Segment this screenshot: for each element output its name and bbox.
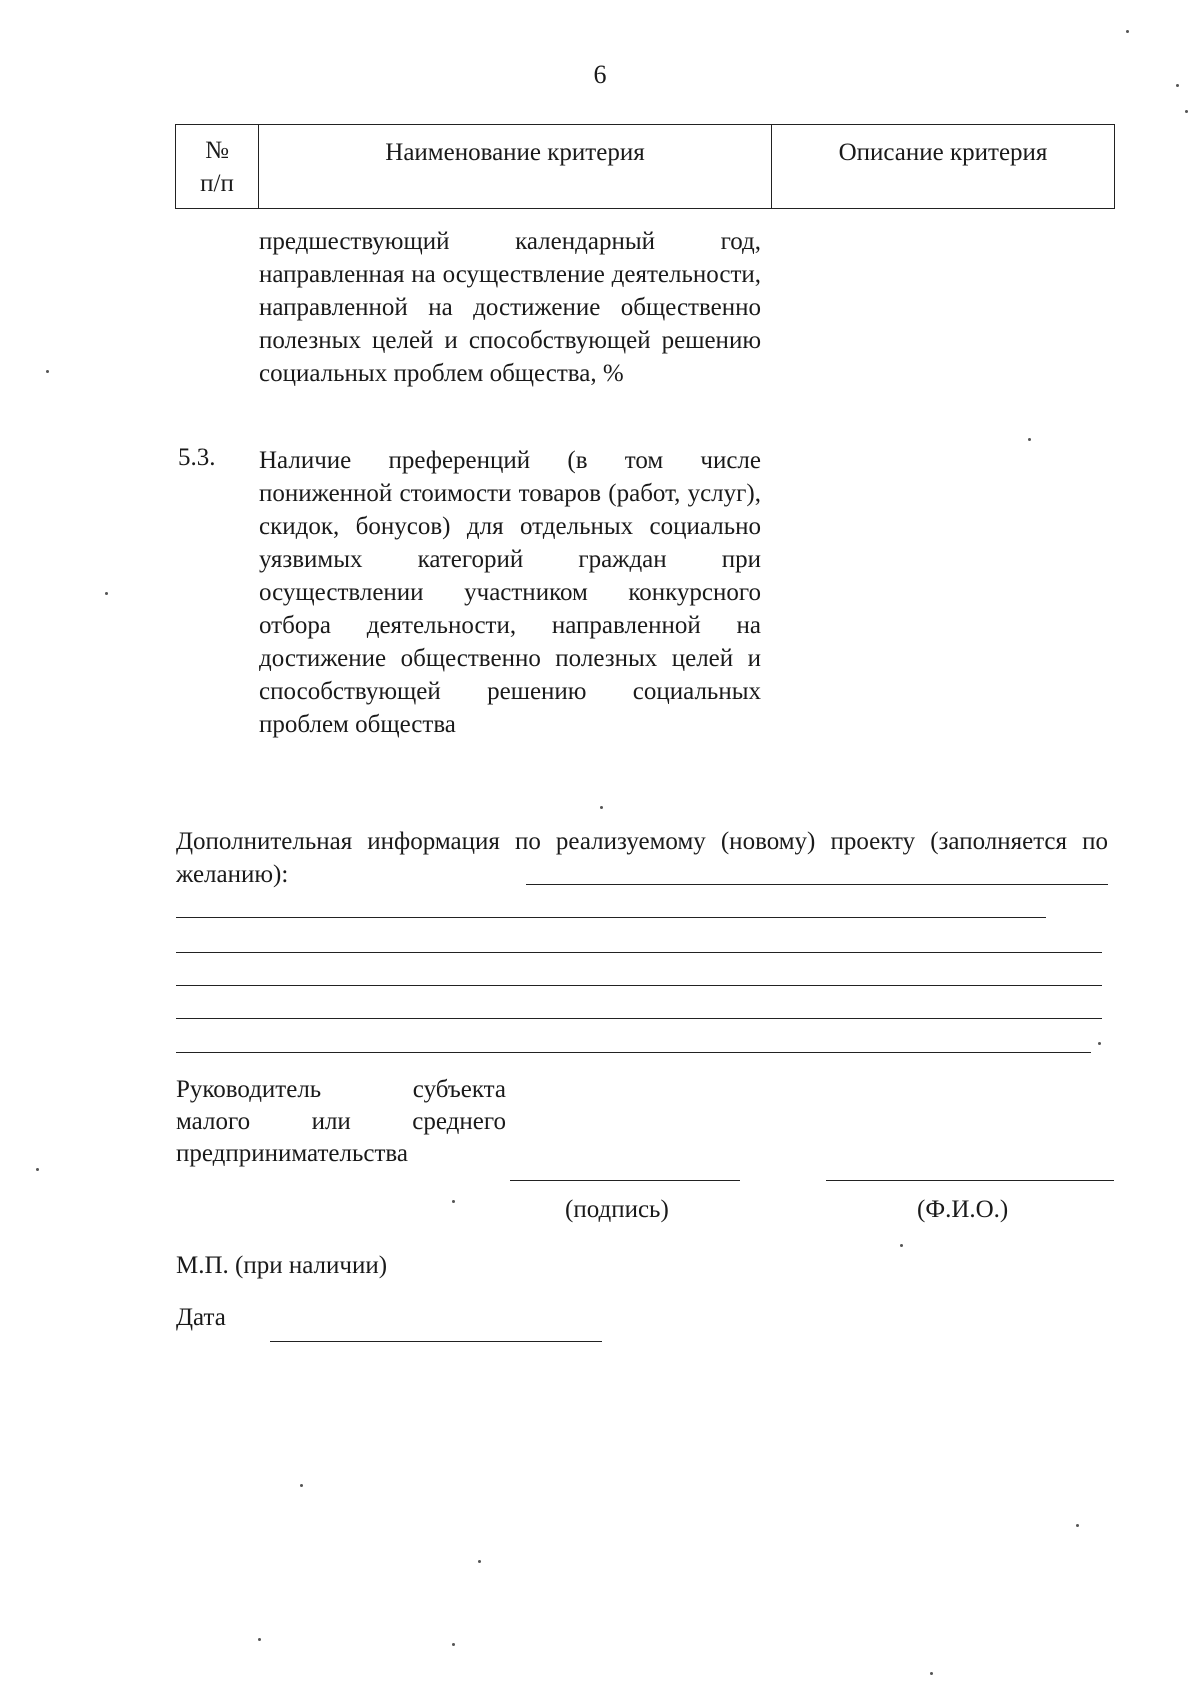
scan-speck — [36, 1168, 39, 1171]
name-caption: (Ф.И.О.) — [917, 1196, 1009, 1223]
scan-speck — [930, 1672, 933, 1675]
scan-speck — [105, 592, 108, 595]
scan-speck — [1076, 1524, 1079, 1527]
scan-speck — [300, 1484, 303, 1487]
head-label-line: предпринимательства — [176, 1140, 408, 1167]
criterion-text: Наличие преференций (в том числе пониженной стоимости товаров (работ, услуг), скидок, бонусов) для отдельных социально уязвимых категорий граждан при осуществлении участником конкурсного отбора деятельности, направленной на достижение общественно полезных целей и способствующей решению социальных проблем общества — [259, 447, 761, 738]
additional-info-fill-line[interactable] — [176, 952, 1102, 953]
stamp-label: М.П. (при наличии) — [176, 1252, 388, 1279]
scan-speck — [1176, 84, 1179, 87]
criterion-number: 5.3. — [178, 444, 216, 471]
signature-line[interactable] — [510, 1180, 740, 1181]
scan-speck — [1028, 438, 1031, 441]
column-name-header: Наименование критерия — [259, 125, 772, 209]
head-label-line — [176, 1074, 506, 1106]
name-line[interactable] — [826, 1180, 1114, 1181]
additional-info-label: Дополнительная информация по реализуемому (новому) проекту (заполняется по желанию): — [176, 828, 1108, 888]
signature-caption: (подпись) — [565, 1196, 669, 1223]
scan-speck — [1098, 1042, 1101, 1045]
head-label-word: малого — [176, 1108, 251, 1135]
scan-speck — [452, 1643, 455, 1646]
additional-info-fill-line[interactable] — [176, 985, 1102, 986]
date-line[interactable] — [270, 1341, 602, 1342]
column-number-header-line2: п/п — [200, 169, 234, 197]
date-label: Дата — [176, 1304, 226, 1331]
head-label-word: или — [311, 1108, 351, 1135]
scan-speck — [1185, 110, 1188, 113]
scan-speck — [258, 1638, 261, 1641]
additional-info-fill-line[interactable] — [176, 1018, 1102, 1019]
scan-speck — [478, 1560, 481, 1563]
head-label-word: среднего — [412, 1108, 506, 1135]
head-label-line — [176, 1106, 506, 1138]
scan-speck — [900, 1244, 903, 1247]
additional-info-fill-line[interactable] — [176, 917, 1046, 918]
page-number: 6 — [593, 60, 607, 89]
column-number-header — [176, 125, 259, 209]
head-of-entity-label — [176, 1074, 506, 1170]
additional-info-fill-line[interactable] — [526, 884, 1108, 885]
scan-speck — [1126, 30, 1129, 33]
additional-info-fill-line[interactable] — [176, 1052, 1091, 1053]
column-description-header: Описание критерия — [772, 125, 1115, 209]
criteria-table-header — [175, 124, 1115, 209]
column-number-header-line1: № — [205, 137, 229, 164]
head-label-word: Руководитель — [176, 1076, 322, 1103]
scan-speck — [452, 1200, 455, 1203]
criterion-text-continued: предшествующий календарный год, направленная на осуществление деятельности, направленной на достижение общественно полезных целей и способствующей решению социальных проблем общества, % — [259, 228, 761, 387]
head-label-word: субъекта — [412, 1076, 506, 1103]
scan-speck — [46, 370, 49, 373]
scan-speck — [600, 806, 603, 809]
